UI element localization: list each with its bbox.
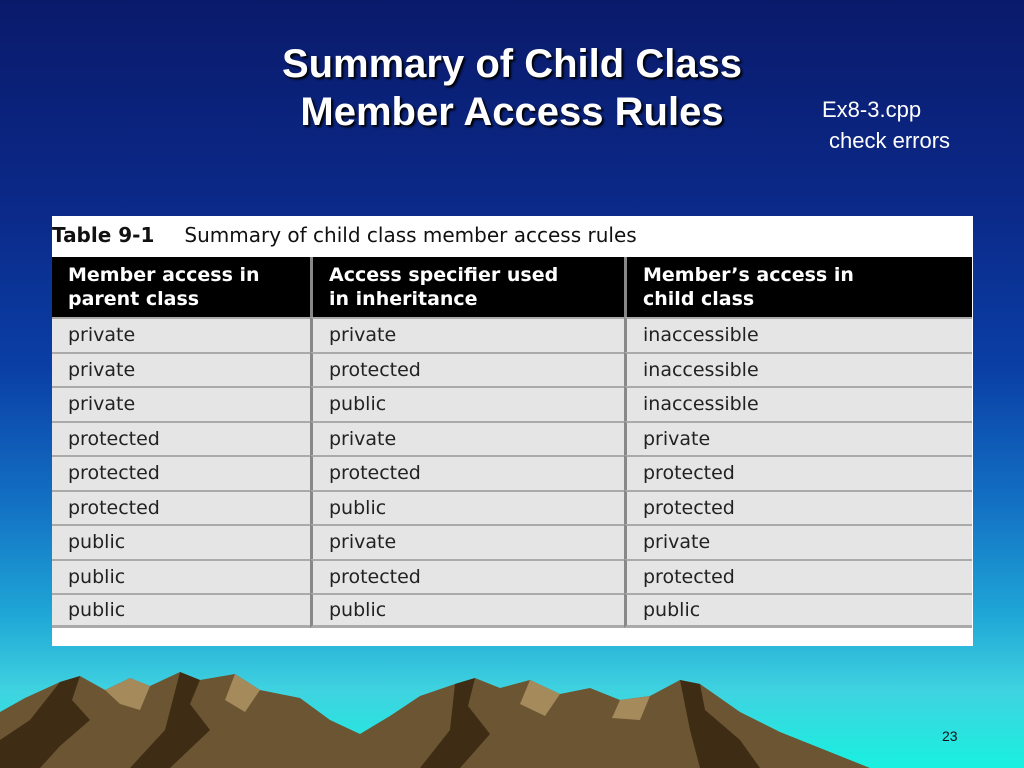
- table-row: [52, 490, 972, 525]
- page-number: 23: [942, 728, 958, 744]
- table-cell: private: [52, 386, 310, 421]
- table-cell: protected: [310, 455, 624, 490]
- header-line: Member access in: [68, 264, 260, 286]
- table-cell: protected: [52, 490, 310, 525]
- header-line: Access specifier used: [329, 264, 559, 286]
- table-cell: protected: [310, 559, 624, 594]
- table-cell: private: [310, 421, 624, 456]
- table-cell: public: [52, 524, 310, 559]
- table-cell: protected: [310, 352, 624, 387]
- table-cell: protected: [624, 490, 972, 525]
- table-cell: private: [624, 421, 972, 456]
- table-cell: private: [310, 524, 624, 559]
- table-cell: public: [624, 593, 972, 628]
- header-line: Member’s access in: [643, 264, 854, 286]
- table-caption-text: Summary of child class member access rules: [184, 223, 637, 247]
- table-row: [52, 593, 972, 628]
- table-cell: private: [310, 317, 624, 352]
- header-specifier: [310, 257, 624, 317]
- table-cell: protected: [624, 559, 972, 594]
- table-row: [52, 421, 972, 456]
- table-figure: [52, 216, 973, 646]
- table-cell: protected: [52, 421, 310, 456]
- access-rules-table: [52, 257, 972, 628]
- slide-title-line-2: Member Access Rules: [300, 90, 724, 134]
- table-row: [52, 559, 972, 594]
- table-cell: inaccessible: [624, 352, 972, 387]
- table-cell: protected: [52, 455, 310, 490]
- side-note: [822, 94, 950, 156]
- table-cell: inaccessible: [624, 317, 972, 352]
- header-child-access: [624, 257, 972, 317]
- table-cell: public: [310, 490, 624, 525]
- side-note-filename: Ex8-3.cpp: [822, 97, 922, 122]
- mountain-range-decoration: [0, 660, 1024, 768]
- table-cell: public: [52, 559, 310, 594]
- slide-title-line-1: Summary of Child Class: [281, 42, 743, 86]
- table-cell: public: [310, 386, 624, 421]
- table-header-row: [52, 257, 972, 317]
- table-cell: public: [310, 593, 624, 628]
- side-note-instruction: check errors: [829, 128, 951, 153]
- table-row: [52, 386, 972, 421]
- table-cell: private: [624, 524, 972, 559]
- header-line: parent class: [68, 288, 200, 310]
- table-caption-label: Table 9-1: [52, 223, 155, 247]
- header-line: in inheritance: [329, 288, 478, 310]
- table-row: [52, 317, 972, 352]
- table-cell: public: [52, 593, 310, 628]
- table-row: [52, 455, 972, 490]
- table-cell: private: [52, 317, 310, 352]
- table-cell: private: [52, 352, 310, 387]
- table-cell: protected: [624, 455, 972, 490]
- header-line: child class: [643, 288, 755, 310]
- table-row: [52, 352, 972, 387]
- table-cell: inaccessible: [624, 386, 972, 421]
- table-row: [52, 524, 972, 559]
- table-caption: [52, 216, 637, 256]
- header-parent-access: [52, 257, 310, 317]
